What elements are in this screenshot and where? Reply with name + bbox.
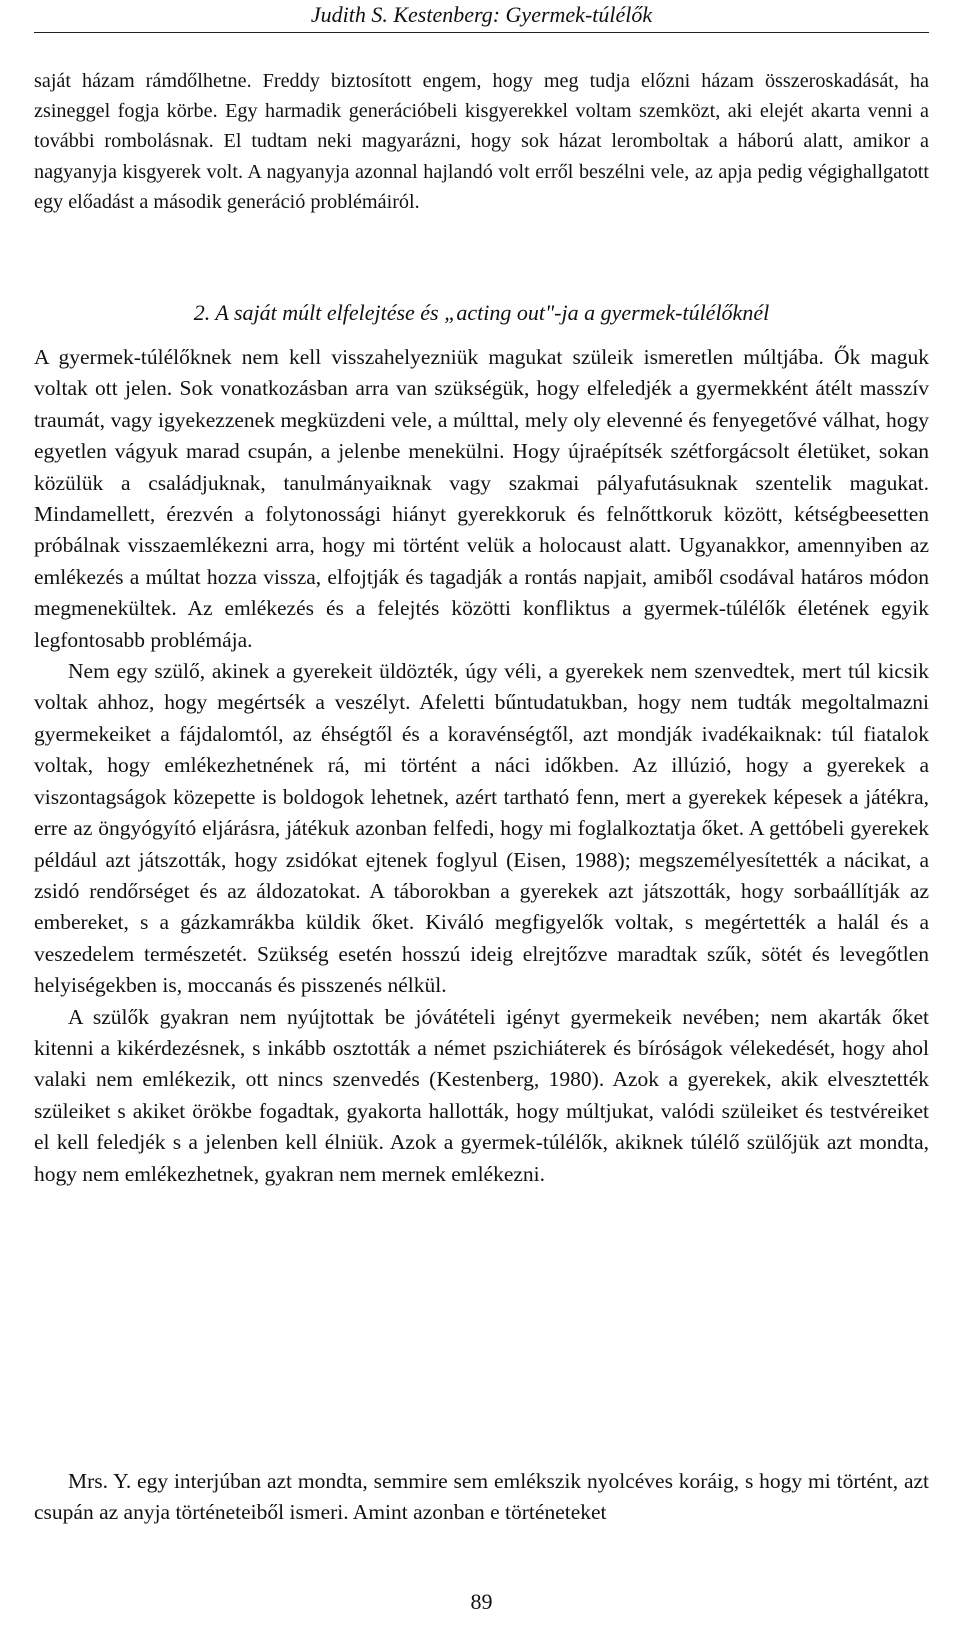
running-title: Judith S. Kestenberg: Gyermek-túlélők bbox=[310, 2, 653, 27]
page-number: 89 bbox=[470, 1589, 493, 1614]
body-paragraph-1: A gyermek-túlélőknek nem kell visszahelyezniük magukat szüleik ismeretlen múltjába. Ők maguk voltak ott jelen. Sok vonatkozásban arra van szükségük, hogy elfeledjék a gyermekként átélt masszív traumát, vagy igyekezzenek megküzdeni vele, a múlttal, mely oly elevenné és fenyegetővé válhat, hogy egyetlen vágyuk marad csupán, a jelenbe menekülni. Hogy újraépítsék szétforgácsolt életüket, sokan közülük a családjuknak, tanulmányaiknak vagy szakmai pályafutásuknak szentelik magukat. Mindamellett, érezvén a folytonossági hiányt gyerekkoruk és felnőttkoruk között, kétségbeesetten próbálnak visszaemlékezni arra, hogy mi történt velük a holocaust alatt. Ugyanakkor, amennyiben az emlékezés a múltat hozza vissza, elfojtják és tagadják a rontás napjait, amiből csodával határos módon megmenekültek. Az emlékezés és a felejtés közötti konfliktus a gyermek-túlélők életének egyik legfontosabb problémája. bbox=[34, 345, 929, 652]
body-paragraph-3: A szülők gyakran nem nyújtottak be jóvátételi igényt gyermekeik nevében; nem akarták őket kitenni a kikérdezésnek, s inkább osztották a német pszichiáterek és bíróságok vélekedését, hogy ahol valaki nem emlékezik, ott nincs szenvedés (Kestenberg, 1980). Azok a gyerekek, akik elvesztették szüleiket s akiket örökbe fogadtak, gyakorta hallották, hogy múltjukat, valódi szüleiket és testvéreiket el kell feledjék s a jelenben kell élniük. Azok a gyermek-túlélők, akiknek túlélő szülőjük azt mondta, hogy nem emlékezhetnek, gyakran nem mernek emlékezni. bbox=[34, 1004, 929, 1186]
section-body bbox=[34, 342, 929, 1190]
body-paragraph-2: Nem egy szülő, akinek a gyerekeit üldözték, úgy véli, a gyerekek nem szenvedtek, mert túl kicsik voltak ahhoz, hogy megértsék a veszélyt. Afeletti bűntudatukban, hogy nem tudták megoltalmazni gyermekeiket a fájdalomtól, az éhségtől és a koravénségtől, azt mondják ivadékaiknak: túl fiatalok voltak, hogy emlékezhetnének rá, mi történt a náci időkben. Az illúzió, hogy a gyerekek a viszontagságok közepette is boldogok lehetnek, azért tartható fenn, mert a gyerekek képesek a játékra, erre az öngyógyító eljárásra, játékuk azonban felfedi, hogy mi foglalkoztatja őket. A gettóbeli gyerekek például azt játszották, hogy zsidókat ejtenek foglyul (Eisen, 1988); megszemélyesítették a nácikat, a zsidó rendőrséget és az áldozatokat. A táborokban a gyerekek azt játszották, hogy sorbaállítják az embereket, s a gázkamrákba küldik őket. Kiváló megfigyelők voltak, s megértették a halál és a veszedelem természetét. Szükség esetén hosszú ideig elrejtőzve maradtak szűk, sötét és levegőtlen helyiségekben is, moccanás és pisszenés nélkül. bbox=[34, 659, 929, 998]
body-paragraph-4: Mrs. Y. egy interjúban azt mondta, semmire sem emlékszik nyolcéves koráig, s hogy mi történt, azt csupán az anyja történeteiből ismeri. Amint azonban e történeteket bbox=[34, 1469, 929, 1525]
continuation-paragraph: saját házam rámdőlhetne. Freddy biztosított engem, hogy meg tudja előzni házam összeroskadását, ha zsineggel fogja körbe. Egy harmadik generációbeli kisgyerekkel voltam szemközt, aki elejét akarta venni a további rombolásnak. El tudtam neki magyarázni, hogy sok házat leromboltak a háború alatt, amikor a nagyanyja kisgyerek volt. A nagyanyja azonnal hajlandó volt erről beszélni vele, az apja pedig végighallgatott egy előadást a második generáció problémáiról. bbox=[34, 70, 929, 213]
section-heading: 2. A saját múlt elfelejtése és „acting out"-ja a gyermek-túlélőknél bbox=[193, 300, 770, 325]
running-header bbox=[34, 2, 929, 33]
